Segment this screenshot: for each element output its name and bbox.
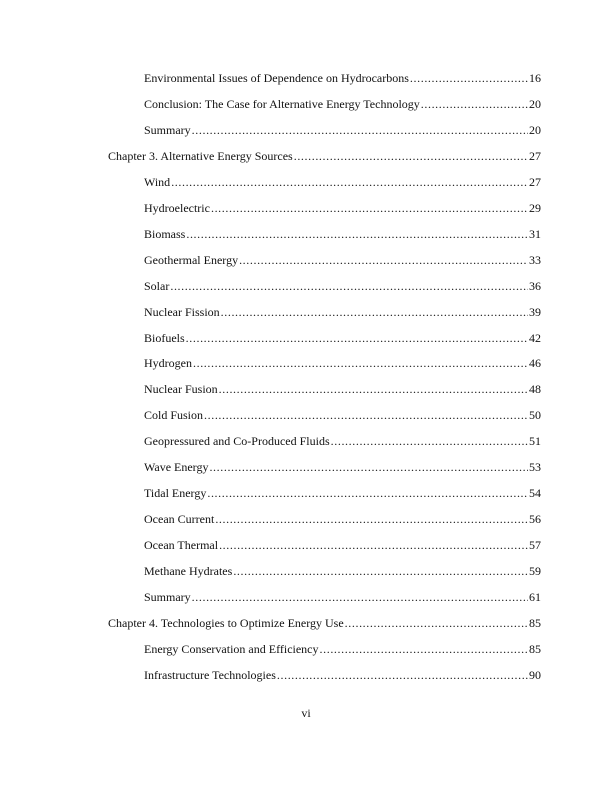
toc-entry-title: Hydrogen [144, 356, 192, 371]
toc-entry-page: 85 [529, 615, 541, 630]
dot-leader [186, 331, 528, 346]
dot-leader [207, 486, 528, 501]
toc-entry-page: 27 [529, 174, 541, 189]
dot-leader [320, 642, 528, 657]
toc-entry-title: Geopressured and Co-Produced Fluids [144, 434, 330, 449]
toc-section-entry[interactable] [144, 486, 541, 504]
toc-entry-title: Geothermal Energy [144, 252, 239, 267]
dot-leader [410, 71, 528, 86]
dot-leader [204, 408, 528, 423]
toc-entry-title: Solar [144, 278, 170, 293]
toc-chapter-entry[interactable] [108, 149, 541, 167]
toc-section-entry[interactable] [144, 564, 541, 582]
toc-entry-title: Wave Energy [144, 460, 209, 475]
toc-section-entry[interactable] [144, 123, 541, 141]
dot-leader [219, 382, 528, 397]
toc-section-entry[interactable] [144, 253, 541, 271]
toc-section-entry[interactable] [144, 460, 541, 478]
toc-section-entry[interactable] [144, 356, 541, 374]
toc-section-entry[interactable] [144, 382, 541, 400]
toc-chapter-entry[interactable] [108, 616, 541, 634]
toc-entry-page: 51 [529, 434, 541, 449]
dot-leader [211, 201, 528, 216]
toc-section-entry[interactable] [144, 590, 541, 608]
toc-entry-page: 39 [529, 304, 541, 319]
toc-entry-page: 50 [529, 408, 541, 423]
toc-entry-title: Cold Fusion [144, 408, 204, 423]
toc-entry-page: 29 [529, 200, 541, 215]
toc-entry-title: Chapter 4. Technologies to Optimize Energy Use [108, 615, 344, 630]
toc-entry-title: Summary [144, 122, 191, 137]
toc-entry-page: 85 [529, 641, 541, 656]
toc-entry-page: 56 [529, 512, 541, 527]
toc-entry-title: Nuclear Fusion [144, 382, 218, 397]
page-number: vi [301, 706, 311, 720]
toc-section-entry[interactable] [144, 97, 541, 115]
toc-entry-page: 61 [529, 590, 541, 604]
toc-entry-page: 20 [529, 122, 541, 137]
dot-leader [170, 279, 528, 294]
toc-entry-page: 27 [529, 148, 541, 163]
toc-entry-title: Environmental Issues of Dependence on Hydrocarbons [144, 71, 409, 85]
dot-leader [345, 616, 528, 631]
dot-leader [421, 97, 528, 112]
toc-entry-page: 59 [529, 564, 541, 579]
toc-entry-title: Nuclear Fission [144, 304, 220, 319]
toc-entry-title: Hydroelectric [144, 200, 210, 215]
toc-section-entry[interactable] [144, 331, 541, 349]
toc-section-entry[interactable] [144, 201, 541, 219]
toc-entry-title: Conclusion: The Case for Alternative Energy Technology [144, 96, 420, 111]
dot-leader [277, 668, 528, 683]
toc-entry-title: Biofuels [144, 330, 185, 345]
toc-entry-page: 57 [529, 538, 541, 553]
toc-section-entry[interactable] [144, 538, 541, 556]
toc-entry-title: Ocean Current [144, 512, 215, 527]
dot-leader [221, 305, 528, 320]
toc-entry-title: Energy Conservation and Efficiency [144, 641, 319, 656]
toc-entry-title: Chapter 3. Alternative Energy Sources [108, 148, 293, 163]
toc-entry-page: 54 [529, 486, 541, 501]
toc-entry-title: Biomass [144, 226, 186, 241]
toc-section-entry[interactable] [144, 279, 541, 297]
dot-leader [239, 253, 528, 268]
toc-entry-page: 53 [529, 460, 541, 475]
toc-entry-page: 20 [529, 96, 541, 111]
toc-entry-page: 90 [529, 667, 541, 682]
dot-leader [215, 512, 528, 527]
dot-leader [192, 590, 528, 605]
toc-entry-page: 36 [529, 278, 541, 293]
dot-leader [294, 149, 528, 164]
toc-entry-page: 42 [529, 330, 541, 345]
toc-entry-title: Ocean Thermal [144, 538, 219, 553]
toc-section-entry[interactable] [144, 434, 541, 452]
dot-leader [331, 434, 528, 449]
dot-leader [219, 538, 528, 553]
toc-section-entry[interactable] [144, 668, 541, 686]
toc-entry-title: Tidal Energy [144, 486, 207, 501]
dot-leader [192, 123, 528, 138]
toc-section-entry[interactable] [144, 408, 541, 426]
toc-entry-title: Infrastructure Technologies [144, 667, 276, 682]
toc-section-entry[interactable] [144, 175, 541, 193]
toc-section-entry[interactable] [144, 71, 541, 89]
dot-leader [209, 460, 528, 475]
toc-entry-page: 46 [529, 356, 541, 371]
dot-leader [233, 564, 528, 579]
toc-section-entry[interactable] [144, 512, 541, 530]
dot-leader [171, 175, 528, 190]
toc-section-entry[interactable] [144, 642, 541, 660]
dot-leader [186, 227, 528, 242]
toc-entry-title: Wind [144, 174, 171, 189]
toc-entry-title: Methane Hydrates [144, 564, 233, 579]
toc-section-entry[interactable] [144, 227, 541, 245]
toc-entry-title: Summary [144, 590, 191, 604]
toc-entry-page: 33 [529, 252, 541, 267]
toc-entry-page: 16 [529, 71, 541, 85]
toc-section-entry[interactable] [144, 305, 541, 323]
toc-entry-page: 31 [529, 226, 541, 241]
toc-entry-page: 48 [529, 382, 541, 397]
dot-leader [193, 356, 528, 371]
